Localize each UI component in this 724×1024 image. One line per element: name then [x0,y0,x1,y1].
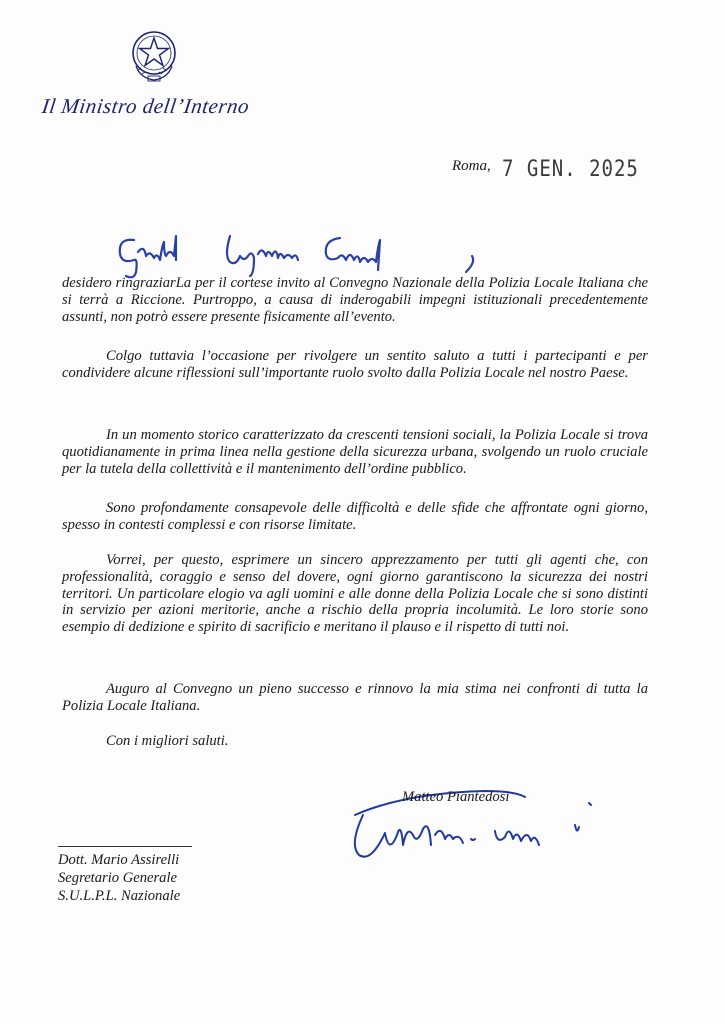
paragraph-3: In un momento storico caratterizzato da crescenti tensioni sociali, la Polizia Locale si trova quotidianamente in prima linea nella gestione della sicurezza urbana, svolgendo un ruolo cruciale per la tutela della collettività e il mantenimento dell’ordine pubblico. [62,427,648,477]
paragraph-1: desidero ringraziarLa per il cortese invito al Convegno Nazionale della Polizia Locale Italiana che si terrà a Riccione. Purtroppo, a causa di inderogabili impegni istituzionali precedentemente assunti, non potrò essere presente fisicamente all’evento. [62,275,648,325]
republic-emblem-icon [128,26,180,84]
handwritten-salutation [112,230,492,280]
paragraph-4: Sono profondamente consapevole delle difficoltà e delle sfide che affrontate ogni giorno, spesso in contesti complessi e con risorse limitate. [62,500,648,533]
paragraph-6: Auguro al Convegno un pieno successo e rinnovo la mia stima nei confronti di tutta la Polizia Locale Italiana. [62,681,648,714]
letter-place: Roma, [452,158,491,174]
addressee-rule [58,846,192,847]
signer-name: Matteo Piantedosi [402,789,510,805]
closing: Con i migliori saluti. [106,733,229,749]
paragraph-2: Colgo tuttavia l’occasione per rivolgere un sentito saluto a tutti i partecipanti e per condividere alcune riflessioni sull’importante ruolo svolto dalla Polizia Locale nel nostro Paese. [62,348,648,381]
addressee-name: Dott. Mario Assirelli [58,852,180,868]
paragraph-5: Vorrei, per questo, esprimere un sincero apprezzamento per tutti gli agenti che, con professionalità, coraggio e senso del dovere, ogni giorno garantiscono la sicurezza dei nostri territori. Un particolare elogio va agli uomini e alle donne della Polizia Locale che si sono distinti in servizio per azioni meritorie, anche a rischio della propria incolumità. Le loro storie sono esempio di dedizione e spirito di sacrificio e meritano il plauso e il rispetto di tutti noi. [62,552,648,636]
ministry-letterhead: Il Ministro dell’Interno [40,94,251,118]
date-stamp: 7 GEN. 2025 [502,156,639,182]
addressee-org: S.U.L.P.L. Nazionale [58,888,181,904]
addressee-role: Segretario Generale [58,870,178,886]
